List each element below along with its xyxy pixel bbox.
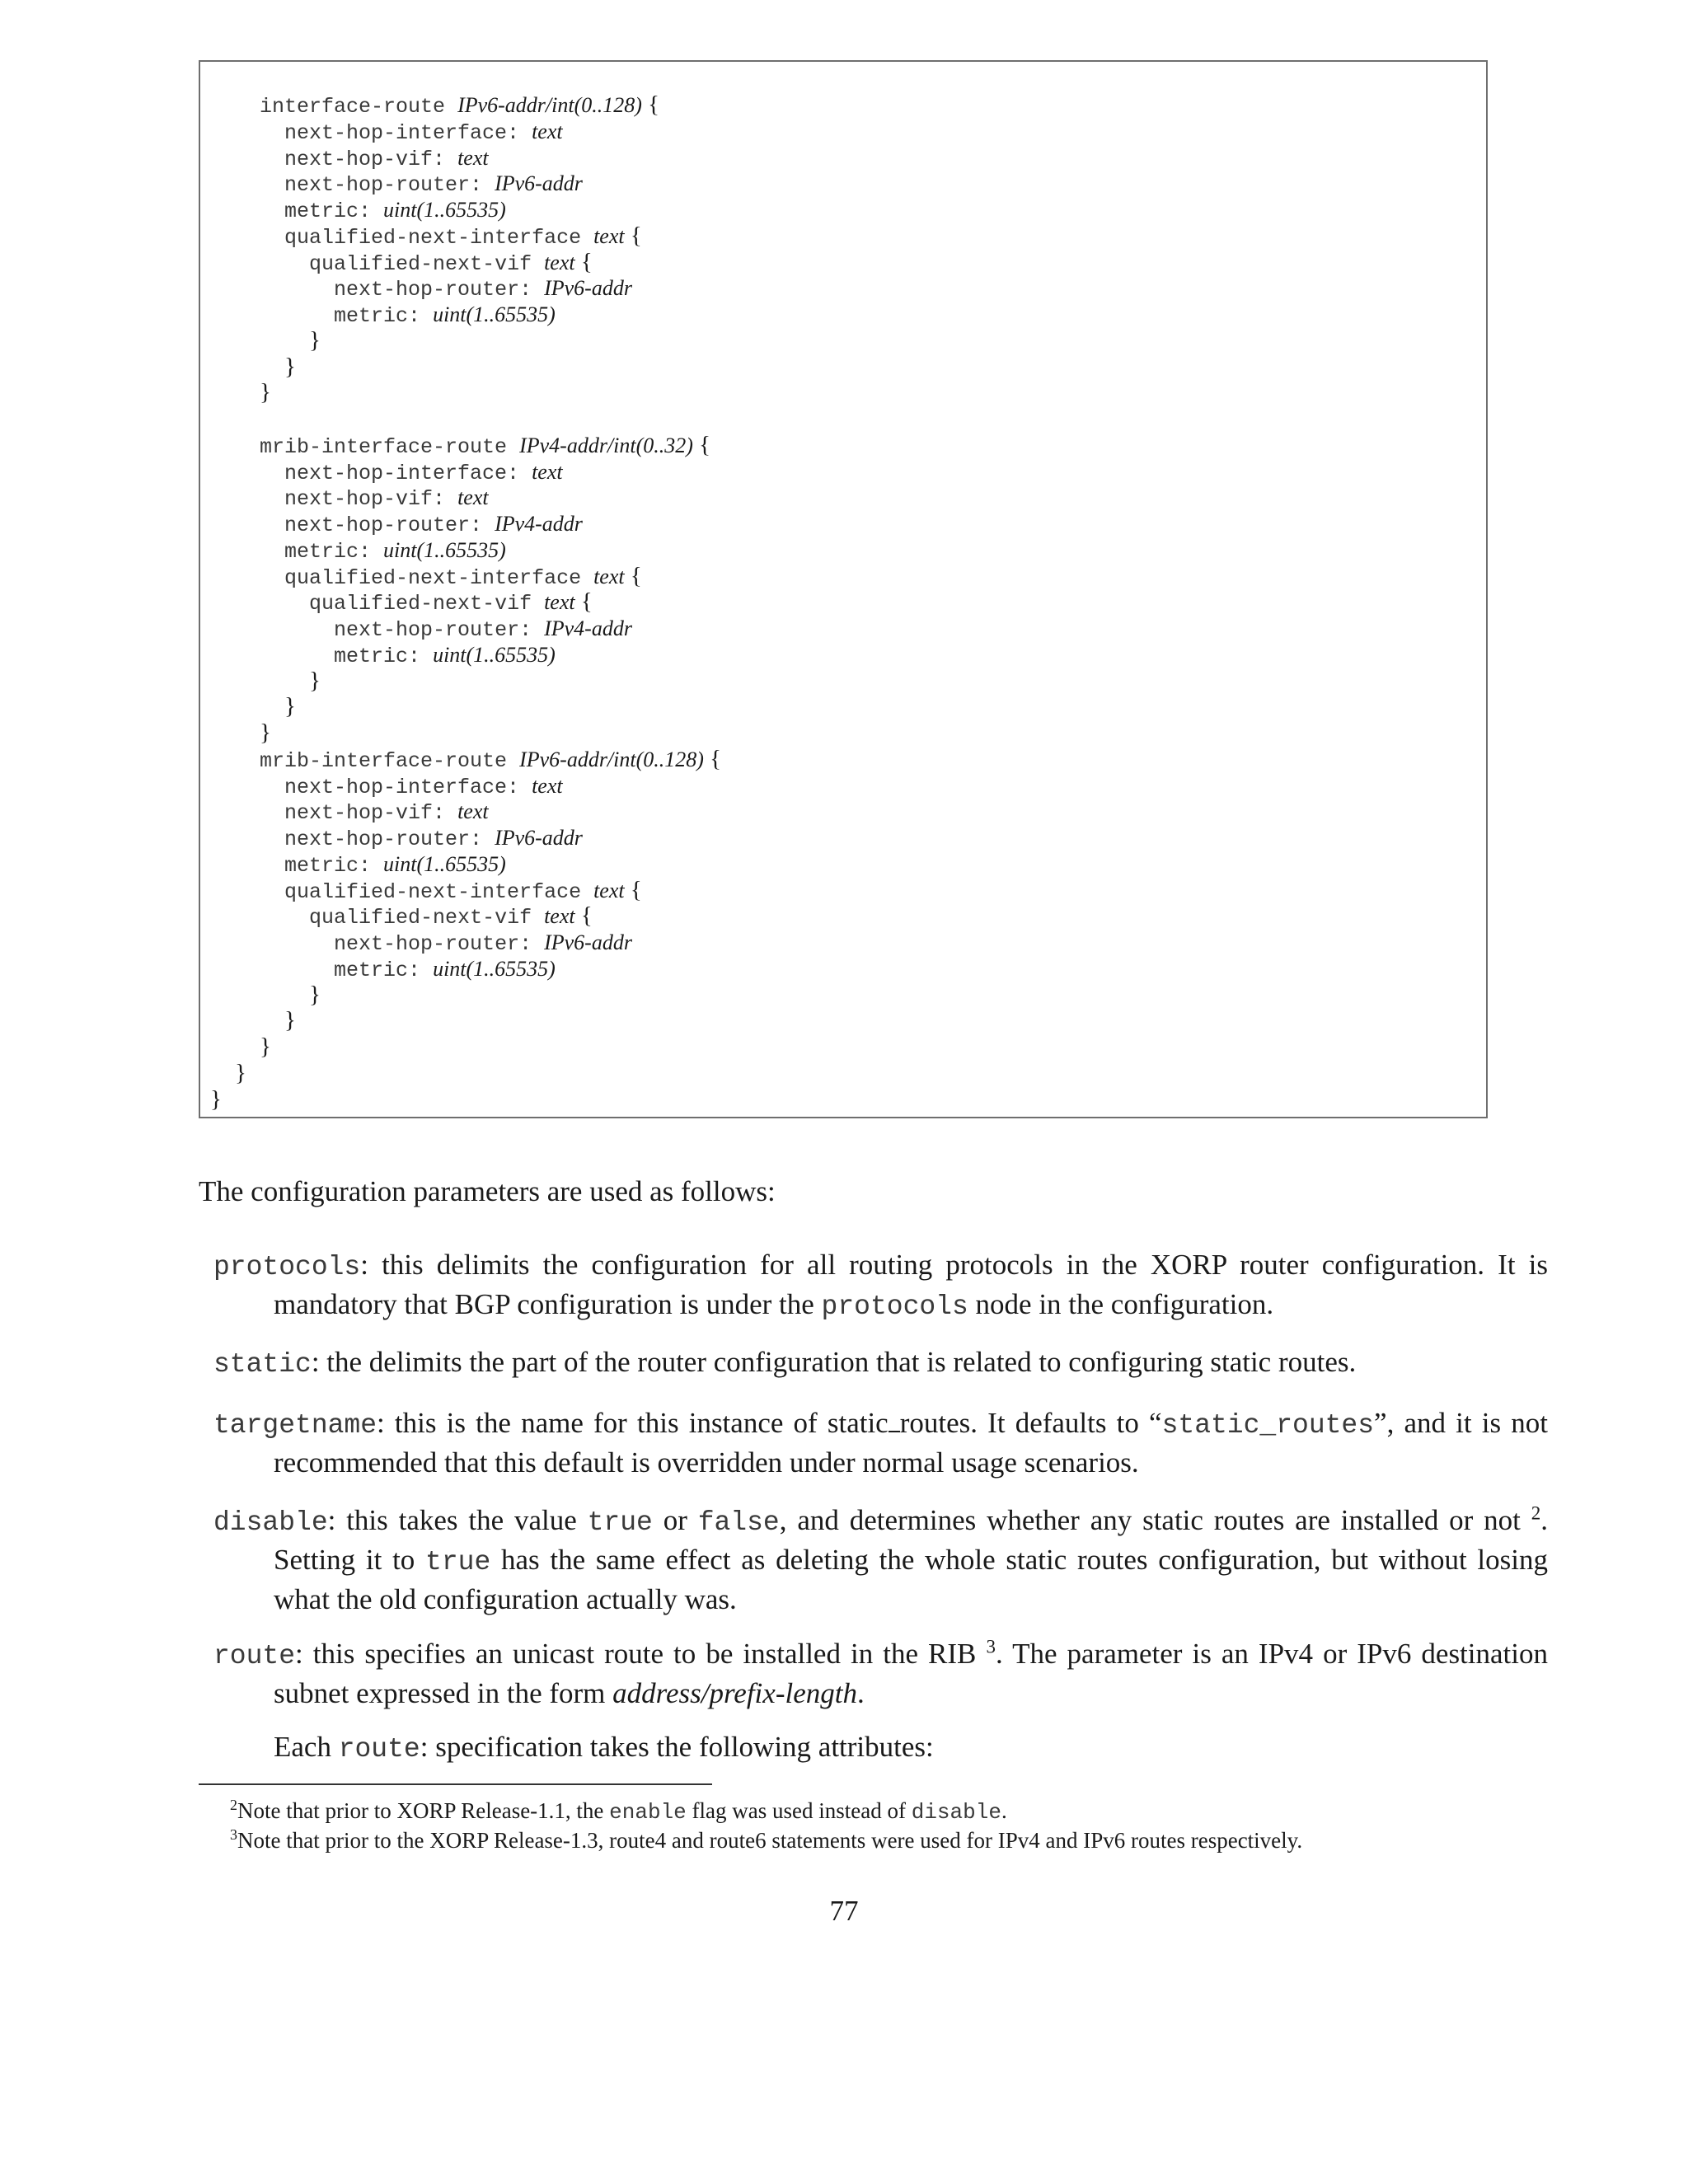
code-line <box>210 878 721 904</box>
code-line <box>210 825 721 851</box>
code-indent <box>210 696 284 720</box>
code-keyword: next-hop-interface: <box>284 120 532 145</box>
code-line <box>210 354 721 381</box>
code-indent <box>210 226 284 250</box>
code-keyword: next-hop-router: <box>334 278 545 302</box>
code-indent <box>210 121 284 145</box>
code-indent <box>210 618 334 642</box>
code-indent <box>210 95 260 119</box>
code-type: uint(1..65535) <box>433 956 556 981</box>
code-line <box>210 668 721 695</box>
code-keyword: next-hop-vif: <box>284 487 458 512</box>
code-keyword: qualified-next-interface <box>284 879 594 904</box>
code-type: text <box>532 773 563 798</box>
code-indent <box>210 199 284 223</box>
code-line <box>210 747 721 773</box>
code-line <box>210 799 721 825</box>
code-indent <box>210 513 284 537</box>
param-protocols: protocols: this delimits the configuration for all routing protocols in the XORP router configuration. It is mandatory that BGP configuration is under the protocols node in the configuration. <box>213 1249 1548 1322</box>
code-line <box>210 1008 721 1034</box>
code-keyword: next-hop-router: <box>284 827 495 851</box>
footnote-ref-2: 2 <box>1531 1502 1541 1524</box>
code-indent <box>210 958 334 982</box>
code-type: text <box>532 459 563 484</box>
code-brace: { <box>624 222 642 249</box>
code-brace: } <box>309 667 321 694</box>
code-line <box>210 197 721 223</box>
code-listing <box>210 92 721 1113</box>
code-brace: } <box>284 1007 296 1034</box>
code-brace: } <box>309 981 321 1008</box>
param-term: disable <box>213 1507 328 1538</box>
code-indent <box>210 1037 260 1061</box>
code-indent <box>210 1010 284 1034</box>
code-line <box>210 250 721 276</box>
code-brace: { <box>624 562 642 589</box>
code-indent <box>210 880 284 904</box>
param-route: route: this specifies an unicast route to be installed in the RIB $^3$. The parameter is an IPv4 or IPv6 destination subnet expressed in the form address/prefix-length. <box>213 1636 1548 1709</box>
code-keyword: interface-route <box>260 95 458 119</box>
code-line <box>210 275 721 302</box>
code-keyword: mrib-interface-route <box>260 748 520 773</box>
code-keyword: next-hop-router: <box>334 932 545 956</box>
code-type: IPv6-addr <box>544 276 632 301</box>
code-indent <box>210 1063 235 1087</box>
code-line <box>210 1034 721 1061</box>
code-type: IPv6-addr/int(0..128) <box>519 747 704 771</box>
code-type: text <box>457 485 489 510</box>
code-line <box>210 903 721 930</box>
code-brace: } <box>284 353 296 380</box>
code-type: IPv4-addr/int(0..32) <box>519 433 693 457</box>
code-brace: { <box>624 876 642 903</box>
code-indent <box>210 435 260 459</box>
route-attributes-intro: Each route: specification takes the following attributes: <box>274 1731 934 1765</box>
code-line <box>210 720 721 747</box>
code-line <box>210 642 721 668</box>
code-keyword: qualified-next-interface <box>284 565 594 590</box>
code-line <box>210 459 721 485</box>
code-type: uint(1..65535) <box>433 642 556 667</box>
code-keyword: metric: <box>334 304 434 328</box>
intro-text: The configuration parameters are used as follows: <box>199 1175 776 1207</box>
code-line <box>210 145 721 171</box>
code-line <box>210 302 721 328</box>
code-line <box>210 485 721 511</box>
code-brace: } <box>235 1059 246 1086</box>
code-keyword: qualified-next-vif <box>309 251 545 276</box>
code-keyword: next-hop-interface: <box>284 461 532 485</box>
code-brace: } <box>260 1033 271 1060</box>
code-keyword: next-hop-router: <box>284 513 495 537</box>
code-type: uint(1..65535) <box>383 851 506 876</box>
code-brace: { <box>574 588 593 616</box>
code-keyword: metric: <box>284 539 384 564</box>
code-keyword: metric: <box>284 199 384 223</box>
code-keyword: qualified-next-vif <box>309 906 545 930</box>
code-line <box>210 380 721 406</box>
code-type: text <box>532 119 563 143</box>
code-listing-box <box>199 60 1488 1118</box>
code-line <box>210 537 721 564</box>
code-indent <box>210 252 309 276</box>
code-keyword: metric: <box>284 853 384 878</box>
code-line <box>210 171 721 197</box>
code-type: uint(1..65535) <box>433 302 556 326</box>
param-term: protocols <box>213 1252 361 1282</box>
code-line <box>210 956 721 982</box>
code-keyword: next-hop-router: <box>334 618 545 642</box>
code-indent <box>210 854 284 878</box>
code-indent <box>210 906 309 930</box>
code-indent <box>210 148 284 171</box>
code-brace: } <box>284 693 296 720</box>
code-type: IPv4-addr <box>495 512 583 536</box>
code-line <box>210 589 721 616</box>
code-keyword: metric: <box>334 958 434 982</box>
code-type: IPv6-addr/int(0..128) <box>457 93 642 117</box>
param-term: route <box>213 1641 296 1671</box>
code-keyword: next-hop-vif: <box>284 801 458 826</box>
code-type: text <box>457 799 489 824</box>
param-static: static: the delimits the part of the router configuration that is related to configuring static routes. <box>213 1346 1357 1380</box>
code-type: text <box>593 878 625 902</box>
code-brace: } <box>260 719 271 746</box>
code-indent <box>210 776 284 799</box>
code-line <box>210 616 721 642</box>
code-indent <box>210 540 284 564</box>
code-brace: { <box>641 91 660 118</box>
code-brace: { <box>574 902 593 930</box>
code-indent <box>210 644 334 668</box>
code-type: IPv4-addr <box>544 616 632 640</box>
code-line <box>210 1087 721 1113</box>
code-indent <box>210 723 260 747</box>
code-line <box>210 851 721 878</box>
code-line <box>210 511 721 537</box>
page-number: 77 <box>829 1895 859 1927</box>
param-targetname: targetname: this is the name for this instance of static routes. It defaults to “static_routes”, and it is not recommended that this default is overridden under normal usage scenarios. <box>213 1407 1549 1479</box>
code-keyword: next-hop-router: <box>284 173 495 198</box>
footnote-3: $^3$Note that prior to the XORP Release-1.3, route4 and route6 statements were used for IPv4 and IPv6 routes respectively. <box>230 1826 1303 1853</box>
code-indent <box>210 671 309 695</box>
param-disable: disable: this takes the value true or false, and determines whether any static routes are installed or not $^2$. Setting it to true has the same effect as deleting the whole static routes configuration, but without losing what the old configuration actually was. <box>213 1502 1548 1615</box>
code-line <box>210 92 721 119</box>
code-line <box>210 930 721 956</box>
code-indent <box>210 566 284 590</box>
code-indent <box>210 278 334 302</box>
code-line <box>210 119 721 145</box>
code-type: text <box>593 223 625 248</box>
code-brace: } <box>210 1085 222 1113</box>
code-brace: { <box>574 248 593 275</box>
code-indent <box>210 487 284 511</box>
code-line <box>210 406 721 433</box>
code-keyword: mrib-interface-route <box>260 434 520 459</box>
param-term: static <box>213 1349 312 1380</box>
code-indent <box>210 592 309 616</box>
code-line <box>210 328 721 354</box>
code-keyword: next-hop-interface: <box>284 775 532 799</box>
code-type: IPv6-addr <box>495 171 583 196</box>
footnote-rule <box>199 1783 712 1785</box>
code-brace: { <box>692 431 711 458</box>
code-line <box>210 433 721 459</box>
code-type: text <box>593 564 625 588</box>
footnote-2: $^2$Note that prior to XORP Release-1.1, the enable flag was used instead of disable. <box>230 1797 1007 1825</box>
code-type: text <box>544 250 575 274</box>
code-indent <box>210 357 284 381</box>
code-type: IPv6-addr <box>495 826 583 850</box>
code-keyword: qualified-next-interface <box>284 225 594 250</box>
code-indent <box>210 827 284 851</box>
code-indent <box>210 749 260 773</box>
code-line <box>210 694 721 720</box>
code-indent <box>210 330 309 354</box>
code-line <box>210 773 721 799</box>
code-brace: { <box>703 745 722 772</box>
code-line <box>210 982 721 1009</box>
code-type: uint(1..65535) <box>383 198 506 222</box>
code-indent <box>210 304 334 328</box>
code-brace: } <box>309 326 321 354</box>
code-line <box>210 1061 721 1087</box>
underscore-glyph <box>889 1431 900 1432</box>
code-indent <box>210 173 284 197</box>
code-type: text <box>544 590 575 615</box>
code-type: uint(1..65535) <box>383 537 506 562</box>
code-indent <box>210 801 284 825</box>
code-keyword: qualified-next-vif <box>309 592 545 616</box>
footnote-ref-3: 3 <box>986 1636 996 1657</box>
code-type: text <box>457 145 489 170</box>
code-indent <box>210 382 260 406</box>
code-line <box>210 564 721 590</box>
code-type: text <box>544 904 575 929</box>
code-keyword: next-hop-vif: <box>284 147 458 171</box>
code-brace: } <box>260 379 271 406</box>
code-keyword: metric: <box>334 644 434 668</box>
code-type: IPv6-addr <box>544 930 632 954</box>
code-indent <box>210 985 309 1009</box>
code-indent <box>210 932 334 956</box>
code-line <box>210 223 721 250</box>
code-indent <box>210 462 284 485</box>
param-term: targetname <box>213 1410 377 1441</box>
